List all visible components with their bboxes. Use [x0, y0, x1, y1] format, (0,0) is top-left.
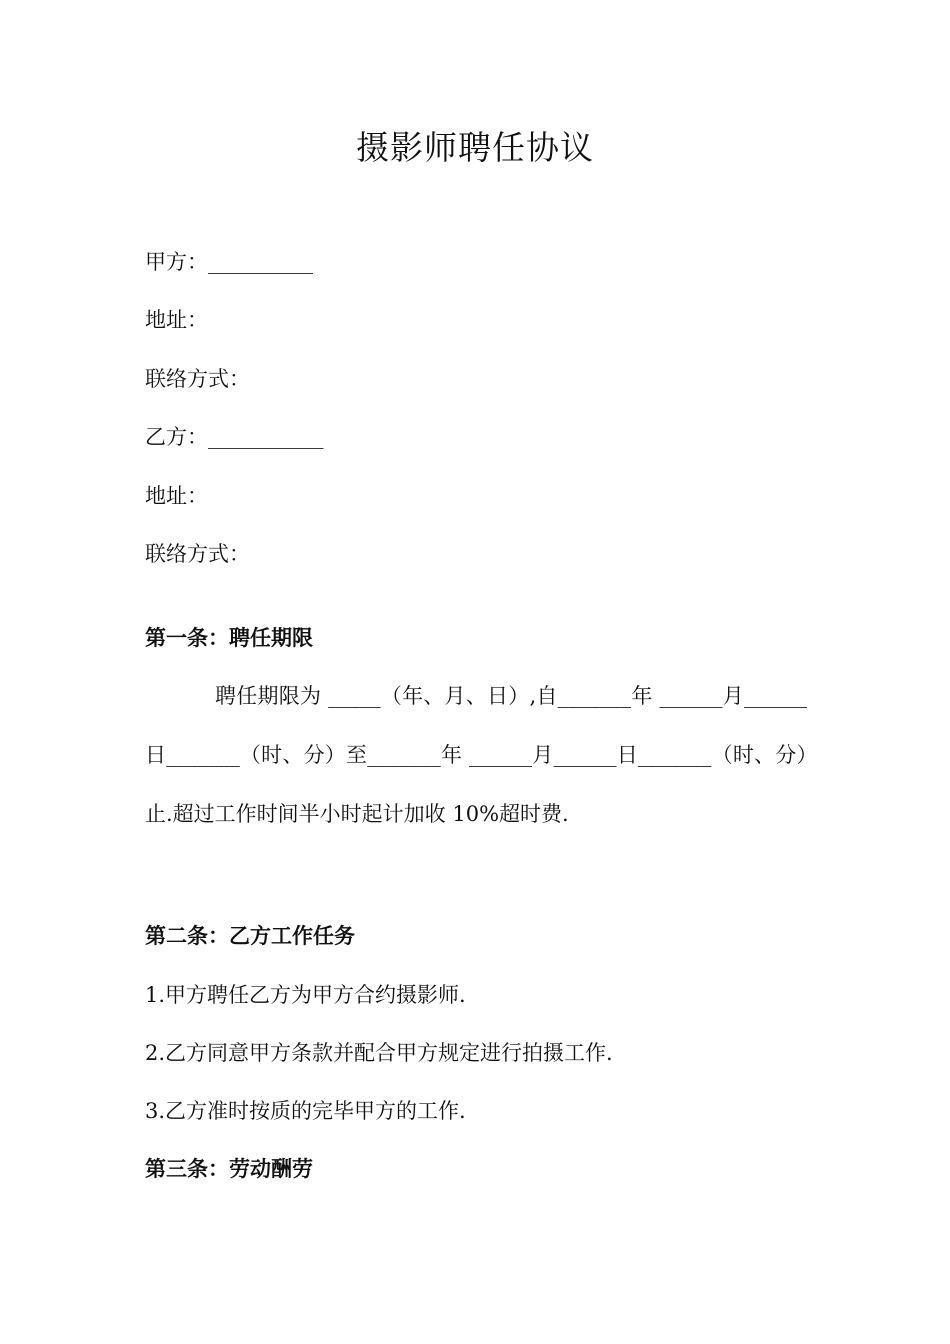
article-2-item: 3.乙方准时按质的完毕甲方的工作.: [145, 1099, 466, 1123]
party-a-line: 甲方：__________: [145, 250, 313, 274]
document-title: 摄影师聘任协议: [356, 128, 594, 167]
article-1-heading: 第一条：聘任期限: [145, 626, 313, 650]
article-2-item: 1.甲方聘任乙方为甲方合约摄影师.: [145, 983, 466, 1007]
party-a-contact: 联络方式：: [145, 367, 250, 391]
party-a-address: 地址：: [145, 308, 208, 332]
article-2-heading: 第二条：乙方工作任务: [145, 924, 355, 948]
party-b-address: 地址：: [145, 484, 208, 508]
article-2-item: 2.乙方同意甲方条款并配合甲方规定进行拍摄工作.: [145, 1041, 613, 1065]
article-3-heading: 第三条：劳动酬劳: [145, 1157, 313, 1181]
party-b-line: 乙方：___________: [145, 425, 324, 449]
article-1-body: 聘任期限为 _____（年、月、日）,自_______年 ______月______日_______（时、分）至_______年 ______月______日_______（时、分）止.超过工作时间半小时起计加收 10%超时费.: [145, 684, 807, 826]
party-b-contact: 联络方式：: [145, 542, 250, 566]
